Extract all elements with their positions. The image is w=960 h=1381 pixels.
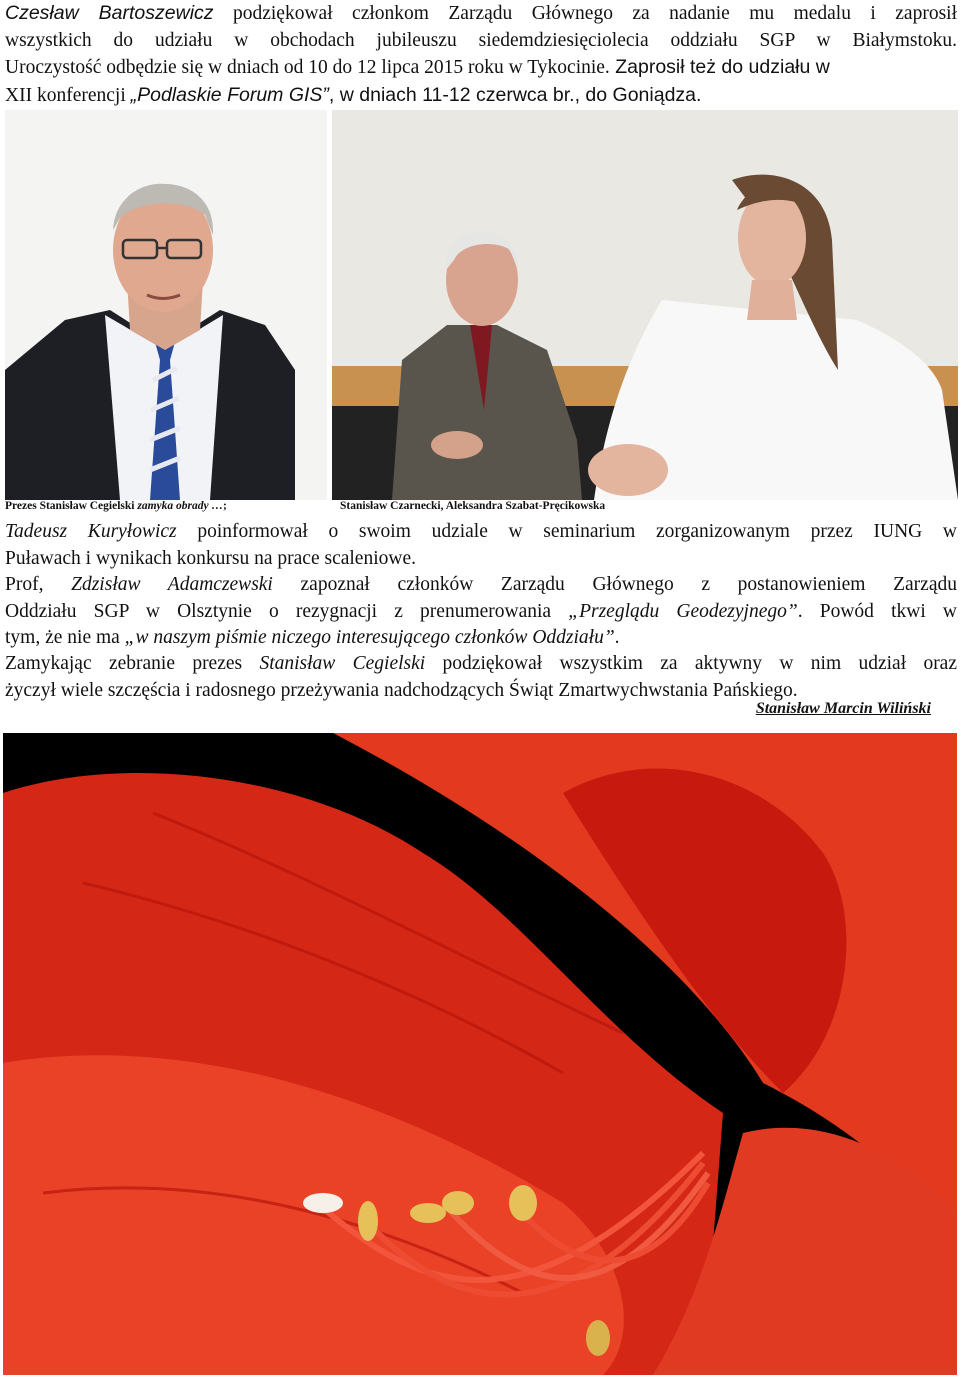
journal-title: „Przeglądu Geodezyjnego” xyxy=(568,600,798,622)
author-signature: Stanisław Marcin Wiliński xyxy=(755,700,931,717)
paragraph-bartoszewicz: Czesław Bartoszewicz podziękował członkom Zarządu Głównego za nadanie mu medalu i zaprosił wszystkich do udziału w obchodach jubileuszu siedemdziesięciolecia oddziału SGP w Białymstoku. Uroczystość odbędzie się w dniach od 10 do 12 lipca 2015 roku w Tykocinie. Zaprosił też do udziału w XII konferencji „Podlaskie Forum GIS”, w dniach 11-12 czerwca br., do Goniądza. xyxy=(5,2,957,106)
paragraph-kurylowicz: Tadeusz Kuryłowicz poinformował o swoim udziale w seminarium zorganizowanym przez IUNG w Puławach i wynikach konkursu na prace scaleniowe. xyxy=(5,521,957,569)
person-name: Tadeusz Kuryłowicz xyxy=(5,521,177,542)
paragraph-adamczewski: Prof, Zdzisław Adamczewski zapoznał członków Zarządu Głównego z postanowieniem Zarządu Oddziału SGP w Olsztynie o rezygnacji z prenumerowania „Przeglądu Geodezyjnego”. Powód tkwi w tym, że nie ma „w naszym piśmie niczego interesującego członków Oddziału”. xyxy=(5,574,957,648)
photo-czarnecki-szabat xyxy=(332,110,958,500)
person-name: Stanisław Cegielski xyxy=(259,653,426,674)
conference-name: „Podlaskie Forum GIS” xyxy=(130,83,329,106)
caption-right: Stanisław Czarnecki, Aleksandra Szabat-Pręcikowska xyxy=(340,500,606,512)
quote: „w naszym piśmie niczego interesującego członków Oddziału” xyxy=(124,627,615,648)
caption-left: Prezes Stanisław Cegielski zamyka obrady …; xyxy=(5,500,227,512)
person-name: Czesław Bartoszewicz xyxy=(5,2,214,24)
paragraph-closing: Zamykając zebranie prezes Stanisław Cegielski podziękował wszystkim za aktywny w nim udział oraz życzył wiele szczęścia i radosnego przeżywania nadchodzących Świąt Zmartwychwstania Pańskiego. xyxy=(5,653,957,701)
person-name: Zdzisław Adamczewski xyxy=(71,574,273,595)
photo-cegielski xyxy=(5,110,327,500)
photo-amaryllis-flower xyxy=(3,733,957,1375)
